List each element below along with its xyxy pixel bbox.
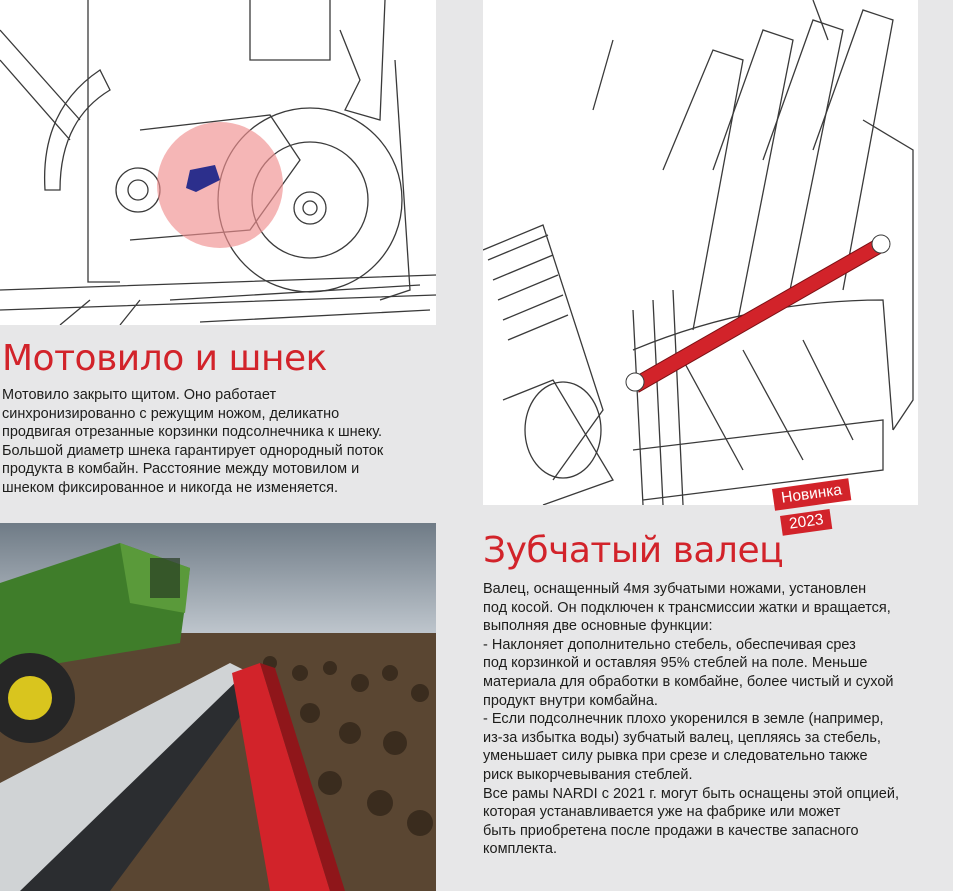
roller-text-line: быть приобретена после продажи в качестве запасного <box>483 822 859 839</box>
roller-text-line: Валец, оснащенный 4мя зубчатыми ножами, установлен <box>483 581 867 597</box>
reel-text-line: шнеком фиксированное и никогда не изменяется. <box>2 479 338 496</box>
roller-text-line: - Если подсолнечник плохо укоренился в земле (например, <box>483 711 884 728</box>
roller-text-line: материала для обработки в комбайне, более чистый и сухой <box>483 673 894 690</box>
reel-auger-description <box>2 386 436 498</box>
roller-text-line: Все рамы NARDI с 2021 г. могут быть оснащены этой опцией, <box>483 785 899 802</box>
roller-right-bearing <box>872 235 890 253</box>
toothed-roller-drawing <box>483 0 918 505</box>
reel-text-line: синхронизированно с режущим ножом, деликатно <box>2 405 340 422</box>
roller-text-line: уменьшает силу рывка при срезе и следовательно также <box>483 748 868 765</box>
reel-auger-title: Мотовило и шнек <box>2 338 327 379</box>
reel-text-line: продвигая отрезанные корзинки подсолнечника к шнеку. <box>2 424 383 441</box>
toothed-roller-title: Зубчатый валец <box>483 530 784 571</box>
roller-text-line: продукт внутри комбайна. <box>483 692 658 709</box>
highlight-circle <box>157 122 283 248</box>
reel-text-line: продукта в комбайн. Расстояние между мотовилом и <box>2 461 360 478</box>
toothed-roller-diagram <box>483 0 918 505</box>
reel-auger-drawing <box>0 0 436 325</box>
year-badge: 2023 <box>780 509 833 536</box>
roller-left-bearing <box>626 373 644 391</box>
roller-text-line: риск выкорчевывания стеблей. <box>483 766 693 783</box>
roller-text-line: из-за избытка воды) зубчатый валец, цепляясь за стебель, <box>483 729 881 746</box>
reel-text-line: Большой диаметр шнека гарантирует однородный поток <box>2 442 384 459</box>
toothed-roller-highlight <box>633 238 883 392</box>
roller-text-line: - Наклоняет дополнительно стебель, обеспечивая срез <box>483 636 856 653</box>
new-badge: Новинка <box>772 478 851 511</box>
harvest-scene <box>0 523 436 891</box>
roller-text-line: под корзинкой и оставляя 95% стеблей на поле. Меньше <box>483 655 868 672</box>
roller-text-line: под косой. Он подключен к трансмиссии жатки и вращается, <box>483 599 891 616</box>
reel-text-line: Мотовило закрыто щитом. Оно работает <box>2 387 277 403</box>
harvest-field-photo <box>0 523 436 891</box>
roller-text-line: комплекта. <box>483 841 557 858</box>
toothed-roller-description <box>483 580 938 859</box>
roller-text-line: выполняя две основные функции: <box>483 618 713 635</box>
roller-text-line: которая устанавливается уже на фабрике или может <box>483 804 841 821</box>
reel-auger-diagram <box>0 0 436 325</box>
